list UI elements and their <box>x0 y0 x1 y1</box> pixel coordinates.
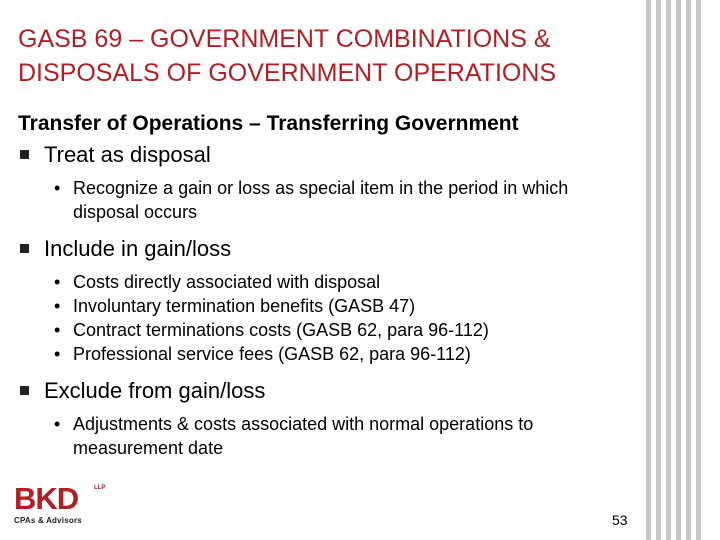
bullet-icon: • <box>54 296 61 316</box>
bullet-icon: • <box>54 414 61 434</box>
title-line-1: GASB 69 – GOVERNMENT COMBINATIONS & <box>18 25 551 53</box>
slide-title <box>18 22 628 90</box>
square-bullet-icon <box>20 386 29 395</box>
logo-tagline: CPAs & Advisors <box>14 516 82 525</box>
bullet-icon: • <box>54 272 61 292</box>
section-label: Include in gain/loss <box>44 236 232 261</box>
square-bullet-icon <box>20 150 29 159</box>
list-item <box>18 176 638 224</box>
title-line-2: DISPOSALS OF GOVERNMENT OPERATIONS <box>18 59 557 87</box>
list-item-text: Involuntary termination benefits (GASB 47) <box>73 296 416 316</box>
section-include-in-gain-loss <box>18 234 638 264</box>
list-item <box>18 294 638 318</box>
bullet-icon: • <box>54 320 61 340</box>
list-item-text: Adjustments & costs associated with normal operations to measurement date <box>73 414 534 458</box>
bullet-icon: • <box>54 344 61 364</box>
logo-suffix: LLP <box>94 485 106 491</box>
list-item-text: Contract terminations costs (GASB 62, para 96-112) <box>73 320 489 340</box>
logo-mark: BKD <box>14 481 79 516</box>
list-item <box>18 412 638 460</box>
list-item-text: Professional service fees (GASB 62, para 96-112) <box>73 344 471 364</box>
list-item-text: Costs directly associated with disposal <box>73 272 381 292</box>
page-number: 53 <box>612 512 628 528</box>
section-treat-as-disposal <box>18 140 638 170</box>
slide-body <box>18 108 638 460</box>
decorative-stripes <box>646 0 701 540</box>
section-label: Exclude from gain/loss <box>44 378 266 403</box>
list-item-text: Recognize a gain or loss as special item in the period in which disposal occurs <box>73 178 569 222</box>
square-bullet-icon <box>20 244 29 253</box>
bkd-logo <box>14 483 110 529</box>
subheading: Transfer of Operations – Transferring Government <box>18 112 519 135</box>
bullet-icon: • <box>54 178 61 198</box>
list-item <box>18 318 638 342</box>
section-exclude-from-gain-loss <box>18 376 638 406</box>
list-item <box>18 342 638 366</box>
section-label: Treat as disposal <box>44 142 211 167</box>
list-item <box>18 270 638 294</box>
